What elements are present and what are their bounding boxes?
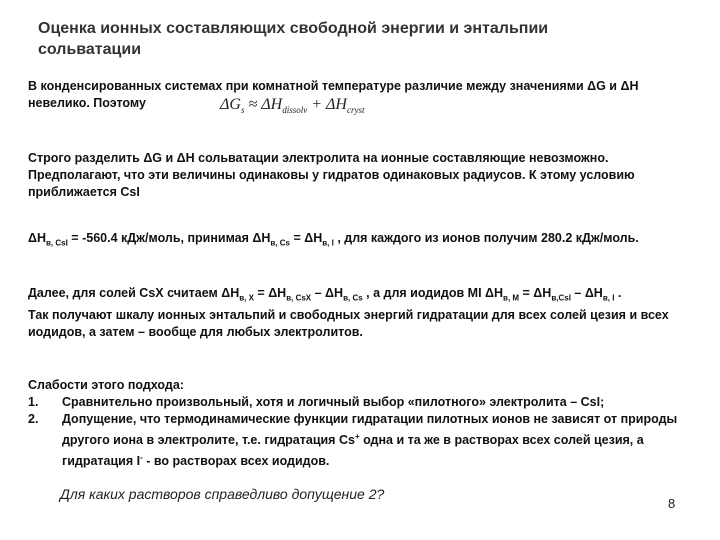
p4-s2: в, CsX bbox=[286, 293, 312, 303]
p3-dh: ΔH bbox=[28, 231, 47, 245]
list-item-text: Сравнительно произвольный, хотя и логичный выбор «пилотного» электролита – CsI; bbox=[62, 395, 605, 409]
list-item-text-b: одна и та же в растворах всех солей цезия, а гидратация I bbox=[62, 433, 644, 469]
list-item bbox=[28, 411, 678, 470]
formula-term1: ΔH bbox=[261, 96, 283, 113]
p4-a4: , а для иодидов MI ΔH bbox=[362, 286, 504, 300]
formula-gibbs bbox=[220, 96, 364, 115]
formula-lhs: ΔG bbox=[220, 96, 241, 113]
paragraph-scale bbox=[28, 285, 678, 341]
formula-term2: ΔH bbox=[326, 96, 347, 113]
paragraph-csi-value bbox=[28, 230, 668, 252]
p4-s5: в,CsI bbox=[551, 293, 571, 303]
p4-a6: – ΔH bbox=[570, 286, 603, 300]
slide-title: Оценка ионных составляющих свободной энергии и энтальпии сольватации bbox=[38, 20, 549, 58]
question-text: Для каких растворов справедливо допущение 2? bbox=[60, 486, 385, 502]
p4-s4: в, M bbox=[503, 293, 520, 303]
p3-sub3: в, I bbox=[322, 238, 334, 248]
list-item bbox=[28, 394, 678, 411]
intro-text: В конденсированных системах при комнатной температуре различие между значениями ΔG и ΔH невелико. Поэтому bbox=[28, 79, 639, 110]
p4-a7: . bbox=[614, 286, 622, 300]
weaknesses bbox=[28, 377, 678, 470]
p3-part2: = -560.4 кДж/моль, принимая ΔH bbox=[67, 231, 271, 245]
paragraph-separation bbox=[28, 150, 668, 201]
formula-lhs-sub: s bbox=[240, 105, 245, 116]
weaknesses-heading: Слабости этого подхода: bbox=[28, 378, 184, 392]
p3-sub1: в, CsI bbox=[46, 238, 68, 248]
formula-term2-sub: cryst bbox=[346, 105, 365, 116]
list-item-text-c: - во растворах всех иодидов. bbox=[142, 454, 330, 469]
p4-a3: – ΔH bbox=[311, 286, 344, 300]
iodide-charge: - bbox=[140, 453, 143, 463]
formula-term1-sub: dissolv bbox=[282, 105, 308, 116]
formula-plus: + bbox=[311, 96, 323, 113]
p4-s3: в, Cs bbox=[343, 293, 363, 303]
p3-sub2: в, Cs bbox=[270, 238, 290, 248]
page-number: 8 bbox=[668, 496, 676, 511]
separation-text: Строго разделить ΔG и ΔH сольватации электролита на ионные составляющие невозможно. Предполагают, что эти величины одинаковы у гидратов одинаковых радиусов. К этому условию приближается CsI bbox=[28, 151, 635, 199]
formula-approx: ≈ bbox=[248, 96, 258, 113]
scale-line1 bbox=[28, 285, 678, 307]
p4-a5: = ΔH bbox=[519, 286, 552, 300]
scale-line2: Так получают шкалу ионных энтальпий и свободных энергий гидратации для всех солей цезия и всех иодидов, а затем – вообще для любых электролитов. bbox=[28, 307, 669, 339]
p4-s1: в, X bbox=[239, 293, 254, 303]
p3-part4: , для каждого из ионов получим 280.2 кДж/моль. bbox=[333, 231, 639, 245]
list-item-number: 1. bbox=[28, 395, 39, 409]
p3-part3: = ΔH bbox=[289, 231, 323, 245]
p4-a1: Далее, для солей CsX считаем ΔH bbox=[28, 286, 240, 300]
p4-a2: = ΔH bbox=[253, 286, 287, 300]
cs-charge: + bbox=[354, 432, 360, 441]
list-item-text: Допущение, что термодинамические функции гидратации пилотных ионов не зависят от природы другого иона в электролите, т.е. гидратация Cs bbox=[62, 412, 678, 448]
weaknesses-list bbox=[28, 394, 678, 470]
list-item-number: 2. bbox=[28, 412, 39, 426]
p4-s6: в, I bbox=[602, 293, 615, 303]
